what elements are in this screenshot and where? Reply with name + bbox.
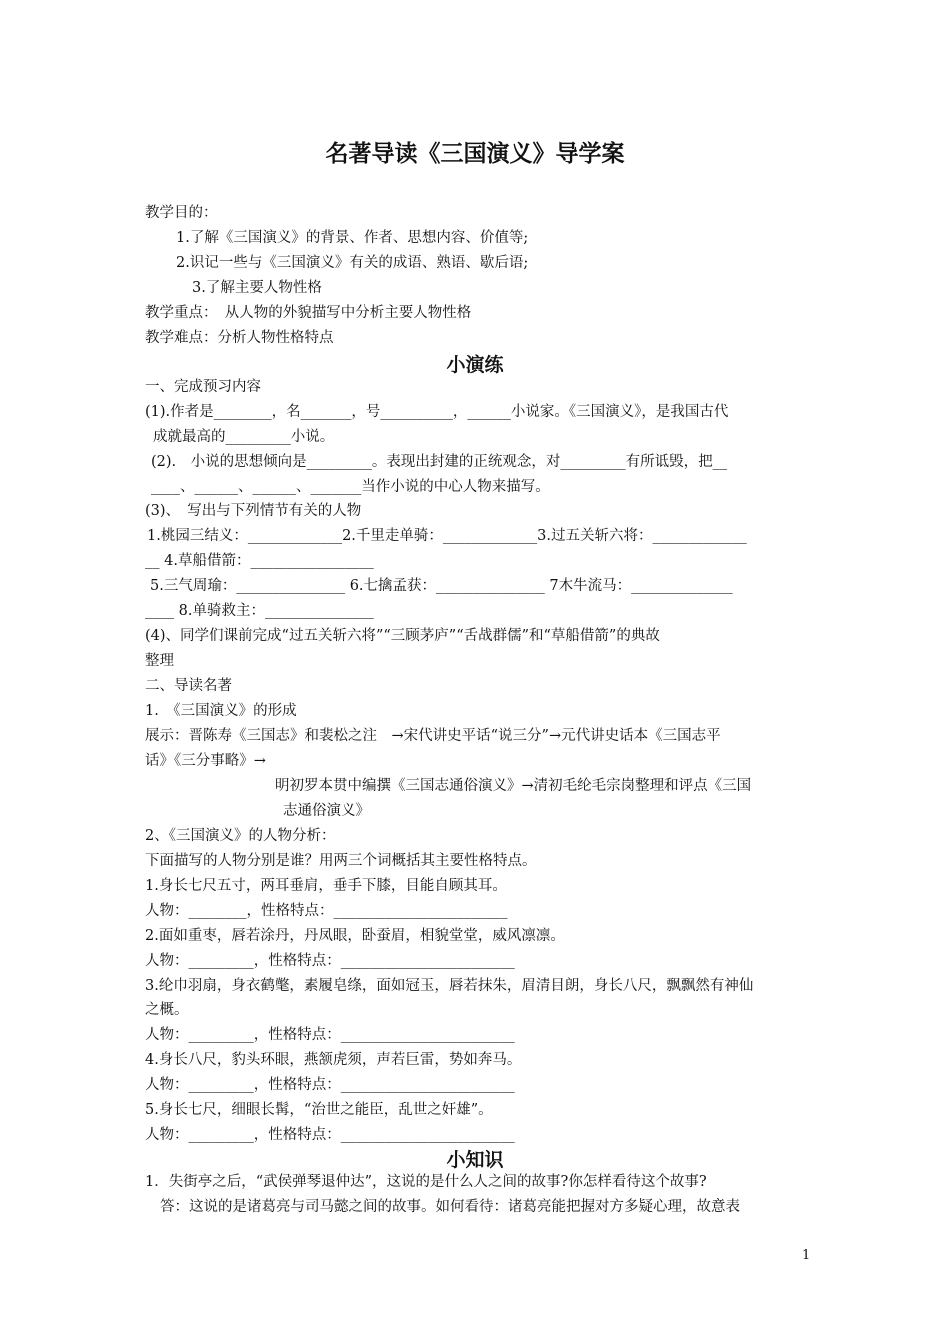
part-title: 一、完成预习内容 (145, 379, 261, 395)
goals-label: 教学目的： (145, 205, 218, 221)
knowledge-question: 1．失街亭之后，“武侯弹琴退仲达”，这说的是什么人之间的故事?你怎样看待这个故事? (145, 1174, 707, 1190)
document-title: 名著导读《三国演义》导学案 (325, 141, 625, 167)
character-description: 之概。 (145, 1002, 189, 1018)
character-description: 2.面如重枣，唇若涂丹，丹凤眼，卧蚕眉，相貌堂堂，威风凛凛。 (145, 928, 565, 944)
analysis-intro: 下面描写的人物分别是谁？用两三个词概括其主要性格特点。 (145, 853, 537, 869)
teaching-difficulty: 教学难点：分析人物性格特点 (145, 330, 334, 346)
question-line: ____ 8.单骑救主：_______________ (145, 603, 374, 619)
character-description: 4.身长八尺，豹头环眼，燕颔虎须，声若巨雷，势如奔马。 (145, 1052, 522, 1068)
question-line: 5.三气周瑜：_______________ 6.七擒孟获：_______________ 7木牛流马：______________ (150, 578, 733, 594)
page-number: 1 (802, 1248, 811, 1263)
answer-line: 人物：_________，性格特点：________________________ (145, 1077, 515, 1093)
question-line: 成就最高的_________小说。 (153, 429, 335, 445)
answer-line: 人物：_________，性格特点：________________________ (145, 1027, 515, 1043)
question-line: __ 4.草船借箭：_________________ (145, 553, 374, 569)
goal-item: 2.识记一些与《三国演义》有关的成语、熟语、歇后语; (176, 255, 529, 271)
answer-line: 人物：_________，性格特点：________________________ (145, 1127, 515, 1143)
part-title: 二、导读名著 (145, 678, 232, 694)
formation-line: 展示：晋陈寿《三国志》和裴松之注 →宋代讲史平话“说三分”→元代讲史话本《三国志平 (145, 728, 721, 744)
subsection-title: 2、《三国演义》的人物分析： (145, 828, 336, 844)
formation-line: 话》《三分事略》→ (145, 753, 266, 769)
question-line: (4)、同学们课前完成“过五关斩六将”“三顾茅庐”“舌战群儒”和“草船借箭”的典故 (145, 628, 660, 644)
goal-item: 1.了解《三国演义》的背景、作者、思想内容、价值等; (176, 230, 529, 246)
question-title: (3)、 写出与下列情节有关的人物 (145, 503, 362, 519)
question-line: 1.桃园三结义：_____________2.千里走单骑：_____________3.过五关斩六将：_____________ (147, 528, 747, 544)
teaching-focus: 教学重点： 从人物的外貌描写中分析主要人物性格 (145, 305, 472, 321)
answer-line: 人物：_________，性格特点：________________________ (145, 953, 515, 969)
goal-item: 3.了解主要人物性格 (192, 280, 322, 296)
section-heading-practice: 小演练 (446, 354, 504, 376)
formation-line: 志通俗演义》 (283, 803, 370, 819)
answer-line: 人物：________，性格特点：________________________ (145, 903, 508, 919)
question-line: 整理 (145, 653, 174, 669)
section-heading-knowledge: 小知识 (446, 1149, 504, 1171)
knowledge-answer: 答：这说的是诸葛亮与司马懿之间的故事。如何看待：诸葛亮能把握对方多疑心理，故意表 (160, 1199, 740, 1215)
question-line: (1).作者是________，名_______，号__________，______小说家。《三国演义》，是我国古代 (145, 404, 729, 420)
question-line: ____、______、______、_______当作小说的中心人物来描写。 (151, 479, 550, 495)
character-description: 5.身长七尺，细眼长髯，“治世之能臣，乱世之奸雄”。 (145, 1102, 493, 1118)
character-description: 1.身长七尺五寸，两耳垂肩，垂手下膝，目能自顾其耳。 (145, 878, 507, 894)
subsection-title: 1. 《三国演义》的形成 (145, 703, 297, 719)
formation-line: 明初罗本贯中编撰《三国志通俗演义》→清初毛纶毛宗岗整理和评点《三国 (275, 778, 752, 794)
question-line: (2). 小说的思想倾向是_________。表现出封建的正统观念，对_________有所诋毁，把__ (151, 454, 728, 470)
character-description: 3.纶巾羽扇，身衣鹤氅，素履皂绦，面如冠玉，唇若抹朱，眉清目朗，身长八尺，飘飘然有神仙 (145, 978, 754, 994)
